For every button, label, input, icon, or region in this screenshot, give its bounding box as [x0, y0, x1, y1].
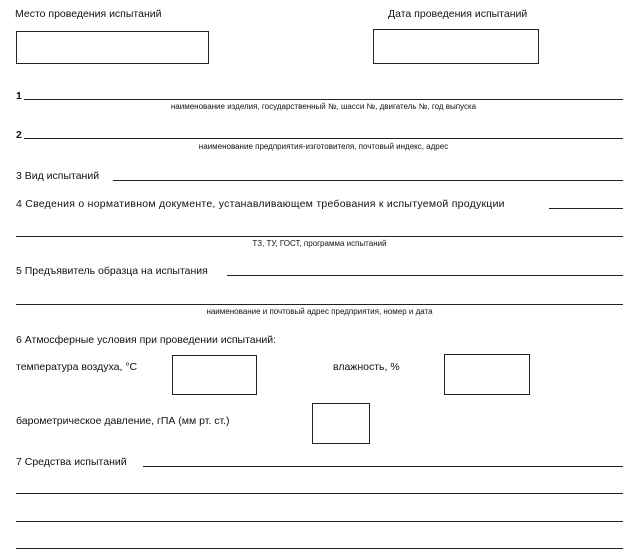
place-field[interactable] [16, 31, 209, 64]
date-field[interactable] [373, 29, 539, 64]
item2-number: 2 [16, 129, 22, 141]
item1-number: 1 [16, 90, 22, 102]
item5-field[interactable] [16, 304, 623, 305]
item7-field-line-2[interactable] [16, 493, 623, 494]
pressure-field[interactable] [312, 403, 370, 444]
item2-field[interactable] [24, 138, 623, 139]
item7-field-inline[interactable] [143, 466, 623, 467]
item5-label: 5 Предъявитель образца на испытания [16, 265, 208, 277]
temperature-label: температура воздуха, °С [16, 361, 138, 373]
place-label: Место проведения испытаний [15, 8, 162, 20]
item1-field[interactable] [24, 99, 623, 100]
item5-caption: наименование и почтовый адрес предприятия, номер и дата [206, 307, 433, 316]
item7-field-line-4[interactable] [16, 548, 623, 549]
item2-caption: наименование предприятия-изготовителя, почтовый индекс, адрес [198, 142, 449, 151]
humidity-label: влажность, % [333, 361, 400, 373]
item7-field-line-3[interactable] [16, 521, 623, 522]
humidity-field[interactable] [444, 354, 530, 395]
item1-caption: наименование изделия, государственный №, шасси №, двигатель №, год выпуска [170, 102, 477, 111]
item4-field-inline[interactable] [549, 208, 623, 209]
item7-label: 7 Средства испытаний [16, 456, 127, 468]
item5-field-inline[interactable] [227, 275, 623, 276]
item4-field[interactable] [16, 236, 623, 237]
temperature-field[interactable] [172, 355, 257, 395]
pressure-label: барометрическое давление, гПА (мм рт. ст.) [16, 415, 230, 427]
item3-label: 3 Вид испытаний [16, 170, 100, 182]
item6-label: 6 Атмосферные условия при проведении испытаний: [16, 334, 277, 346]
item3-field[interactable] [113, 180, 623, 181]
item4-caption: ТЗ, ТУ, ГОСТ, программа испытаний [252, 239, 387, 248]
date-label: Дата проведения испытаний [388, 8, 528, 20]
item4-label: 4 Сведения о нормативном документе, устанавливающем требования к испытуемой продукции [16, 198, 505, 210]
